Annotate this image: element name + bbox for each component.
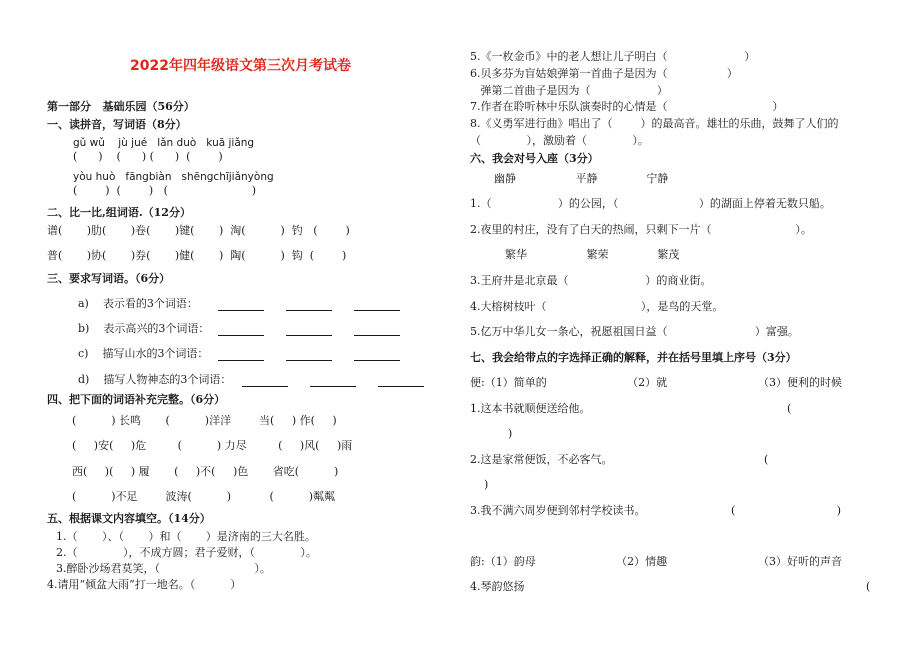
answer-blank[interactable] bbox=[286, 324, 332, 336]
line-e4p: ( bbox=[866, 580, 871, 593]
line-e3p: ( ) bbox=[731, 504, 841, 517]
line-r5: 5.《一枚金币》中的老人想让儿子明白（ ） bbox=[470, 50, 756, 63]
line-s7: 七、我会给带点的字选择正确的解释，并在括号里填上序号（3分） bbox=[470, 351, 797, 364]
line-pb2: ( ) ( ) ( ) bbox=[73, 184, 257, 197]
line-s4: 四、把下面的词语补充完整。（6分） bbox=[47, 393, 226, 406]
line-e2c: ) bbox=[484, 478, 489, 491]
answer-blanks[interactable] bbox=[218, 347, 422, 361]
line-d2: 韵:（1）韵母 （2）情趣 （3）好听的声音 bbox=[470, 555, 843, 568]
answer-blanks[interactable] bbox=[218, 322, 422, 336]
line-q3: 3.王府井是北京最（ ）的商业街。 bbox=[470, 274, 712, 287]
line-r1: 1.（ ）、（ ）和（ ）是济南的三大名胜。 bbox=[56, 530, 316, 543]
answer-blank[interactable] bbox=[218, 349, 264, 361]
line-o2: 繁华 繁荣 繁茂 bbox=[505, 248, 680, 261]
line-e2p: ( bbox=[764, 453, 769, 466]
line-f4: ( )不足 波涛( ) ( )粼粼 bbox=[72, 490, 336, 503]
line-q4: 4.大榕树枝叶（ ），是鸟的天堂。 bbox=[470, 300, 724, 313]
line-w4: d) 描写人物神态的3个词语： bbox=[78, 373, 232, 386]
line-e3: 3.我不满六周岁便到邻村学校读书。 bbox=[470, 504, 646, 517]
answer-blank[interactable] bbox=[354, 324, 400, 336]
line-f2: ( )安( )危 ( ) 力尽 ( )风( )雨 bbox=[72, 439, 353, 452]
line-w2: b) 表示高兴的3个词语： bbox=[78, 322, 210, 335]
line-pb1: ( ) ( ) ( ) ( ) bbox=[73, 150, 223, 163]
line-w1: a) 表示看的3个词语： bbox=[78, 297, 198, 310]
line-q1: 1.（ ）的公园，（ ）的湖面上停着无数只船。 bbox=[470, 197, 831, 210]
line-d1: 便:（1）简单的 （2）就 （3）便利的时候 bbox=[470, 376, 843, 389]
line-w3: c) 描写山水的3个词语： bbox=[78, 347, 209, 360]
line-r4: 4.请用“倾盆大雨”打一地名。（ ） bbox=[47, 578, 242, 591]
line-r3: 3.醉卧沙场君莫笑，（ ）。 bbox=[56, 562, 271, 575]
answer-blank[interactable] bbox=[378, 375, 424, 387]
line-s2: 二、比一比,组词语.（12分） bbox=[47, 206, 191, 219]
answer-blank[interactable] bbox=[354, 299, 400, 311]
line-r8: 8.《义勇军进行曲》唱出了（ ）的最高音。雄壮的乐曲，鼓舞了人们的 bbox=[470, 117, 839, 130]
line-e1c: ) bbox=[508, 427, 513, 440]
answer-blank[interactable] bbox=[242, 375, 288, 387]
line-e2: 2.这是家常便饭，不必客气。 bbox=[470, 453, 613, 466]
line-c2: 普( )协( )券( )健( ) 陶( ) 钩 ( ) bbox=[47, 249, 347, 262]
answer-blank[interactable] bbox=[286, 299, 332, 311]
line-f3: 西( )( ) 履 ( )不( )色 省吃( ) bbox=[72, 465, 339, 478]
line-r6b: 弹第二首曲子是因为（ ） bbox=[470, 84, 668, 97]
answer-blanks[interactable] bbox=[242, 373, 446, 387]
line-r6: 6.贝多芬为盲姑娘弹第一首曲子是因为（ ） bbox=[470, 67, 738, 80]
answer-blank[interactable] bbox=[218, 299, 264, 311]
line-q5: 5.亿万中华儿女一条心，祝愿祖国日益（ ）富强。 bbox=[470, 325, 799, 338]
answer-blanks[interactable] bbox=[218, 297, 422, 311]
line-py1: gǔ wǔ jù jué lǎn duò kuā jiǎng bbox=[73, 137, 255, 149]
line-c1: 谱( )肋( )卷( )键( ) 淘( ) 钓 ( ) bbox=[47, 224, 350, 237]
line-q2: 2.夜里的村庄，没有了白天的热闹，只剩下一片（ ）。 bbox=[470, 223, 812, 236]
line-s1: 一、读拼音，写词语（8分） bbox=[47, 118, 187, 131]
answer-blank[interactable] bbox=[310, 375, 356, 387]
answer-blank[interactable] bbox=[354, 349, 400, 361]
line-e1: 1.这本书就顺便送给他。 bbox=[470, 402, 591, 415]
line-py2: yòu huò fāngbiàn shēngchījiǎnyòng bbox=[73, 171, 274, 183]
line-e4: 4.琴韵悠扬 bbox=[470, 580, 525, 593]
line-part1: 第一部分 基础乐园（56分） bbox=[47, 100, 195, 113]
line-s6: 六、我会对号入座（3分） bbox=[470, 152, 599, 165]
line-r7: 7.作者在聆听林中乐队演奏时的心情是（ ） bbox=[470, 100, 784, 113]
line-r8b: （ ），激励着（ ）。 bbox=[470, 134, 649, 147]
line-o1: 幽静 平静 宁静 bbox=[494, 172, 669, 185]
line-e1p: ( bbox=[787, 402, 792, 415]
line-f1: ( ) 长鸣 ( )洋洋 当( ) 作( ) bbox=[72, 414, 337, 427]
answer-blank[interactable] bbox=[286, 349, 332, 361]
line-s5: 五、根据课文内容填空。（14分） bbox=[47, 512, 211, 525]
answer-blank[interactable] bbox=[218, 324, 264, 336]
line-s3: 三、要求写词语。（6分） bbox=[47, 272, 171, 285]
line-r2: 2.（ ），不成方圆；君子爱财，（ ）。 bbox=[56, 546, 317, 559]
page-title: 2022年四年级语文第三次月考试卷 bbox=[130, 58, 351, 74]
